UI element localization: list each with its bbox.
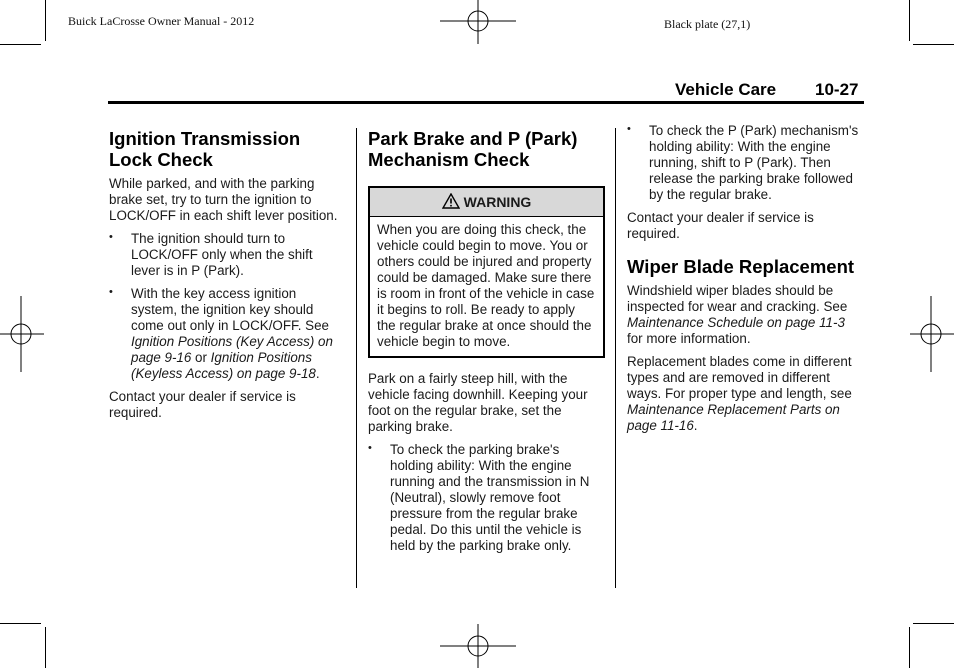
registration-mark-right	[910, 296, 954, 372]
plate-label: Black plate (27,1)	[664, 17, 751, 31]
section-heading: Ignition Transmission Lock Check	[109, 128, 301, 170]
section-heading: Wiper Blade Replacement	[627, 256, 855, 277]
paragraph: Windshield wiper blades should be inspected for wear and cracking. See Maintenance Schedule on page 11-3 for more information.	[627, 283, 848, 346]
cross-reference: Maintenance Schedule on page 11-3	[627, 315, 845, 330]
list-item: • With the key access ignition system, the ignition key should come out only in LOCK/OFF. See Ignition Positions (Key Access) on page 9-16 or Ignition Positions (Keyless Access) on page 9-18.	[109, 286, 345, 382]
bullet-list	[109, 231, 345, 382]
paragraph: Park on a fairly steep hill, with the vehicle facing downhill. Keeping your foot on the regular brake, set the parking brake.	[368, 371, 588, 434]
column-2	[368, 128, 605, 561]
registration-mark-bottom	[440, 624, 516, 668]
paragraph: Contact your dealer if service is required.	[109, 389, 296, 420]
warning-header	[370, 188, 603, 217]
warning-box	[368, 186, 605, 358]
page-number: 10-27	[815, 80, 859, 99]
list-item: • The ignition should turn to LOCK/OFF only when the shift lever is in P (Park).	[109, 231, 345, 279]
warning-text: When you are doing this check, the vehicle could begin to move. You or others could be injured and property could be damaged. Make sure there is room in front of the vehicle in case it begins to roll. Be ready to apply the regular brake at once should the vehicle begin to move.	[377, 222, 595, 349]
cross-reference: Ignition Positions (Key Access) on page 9-16	[131, 334, 333, 365]
list-item: • To check the parking brake's holding ability: With the engine running and the transmission in N (Neutral), slowly remove foot pressure from the regular brake pedal. Do this until the vehicle is held by the parking brake only.	[368, 442, 605, 554]
list-item: • To check the P (Park) mechanism's holding ability: With the engine running, shift to P (Park). Then release the parking brake followed by the regular brake.	[627, 123, 864, 203]
cross-reference: Maintenance Replacement Parts on page 11-16	[627, 402, 840, 433]
paragraph: Contact your dealer if service is required.	[627, 210, 814, 241]
section-heading: Park Brake and P (Park) Mechanism Check	[368, 128, 578, 170]
warning-triangle-icon	[442, 193, 460, 209]
manual-title: Buick LaCrosse Owner Manual - 2012	[68, 14, 255, 28]
column-divider	[356, 128, 357, 588]
column-1	[109, 128, 345, 428]
warning-label: WARNING	[463, 194, 532, 210]
column-divider	[615, 128, 616, 588]
column-3	[627, 123, 864, 441]
header-rule	[108, 101, 864, 104]
cross-reference: Ignition Positions (Keyless Access) on page 9-18	[131, 350, 316, 381]
registration-mark-left	[0, 296, 44, 372]
registration-mark-top	[440, 0, 516, 44]
section-title: Vehicle Care	[675, 80, 777, 99]
paragraph: Replacement blades come in different types and are removed in different ways. For proper type and length, see Maintenance Replacement Parts on page 11-16.	[627, 354, 852, 433]
paragraph: While parked, and with the parking brake set, try to turn the ignition to LOCK/OFF in each shift lever position.	[109, 176, 338, 223]
bullet-list	[627, 123, 864, 203]
bullet-list	[368, 442, 605, 554]
